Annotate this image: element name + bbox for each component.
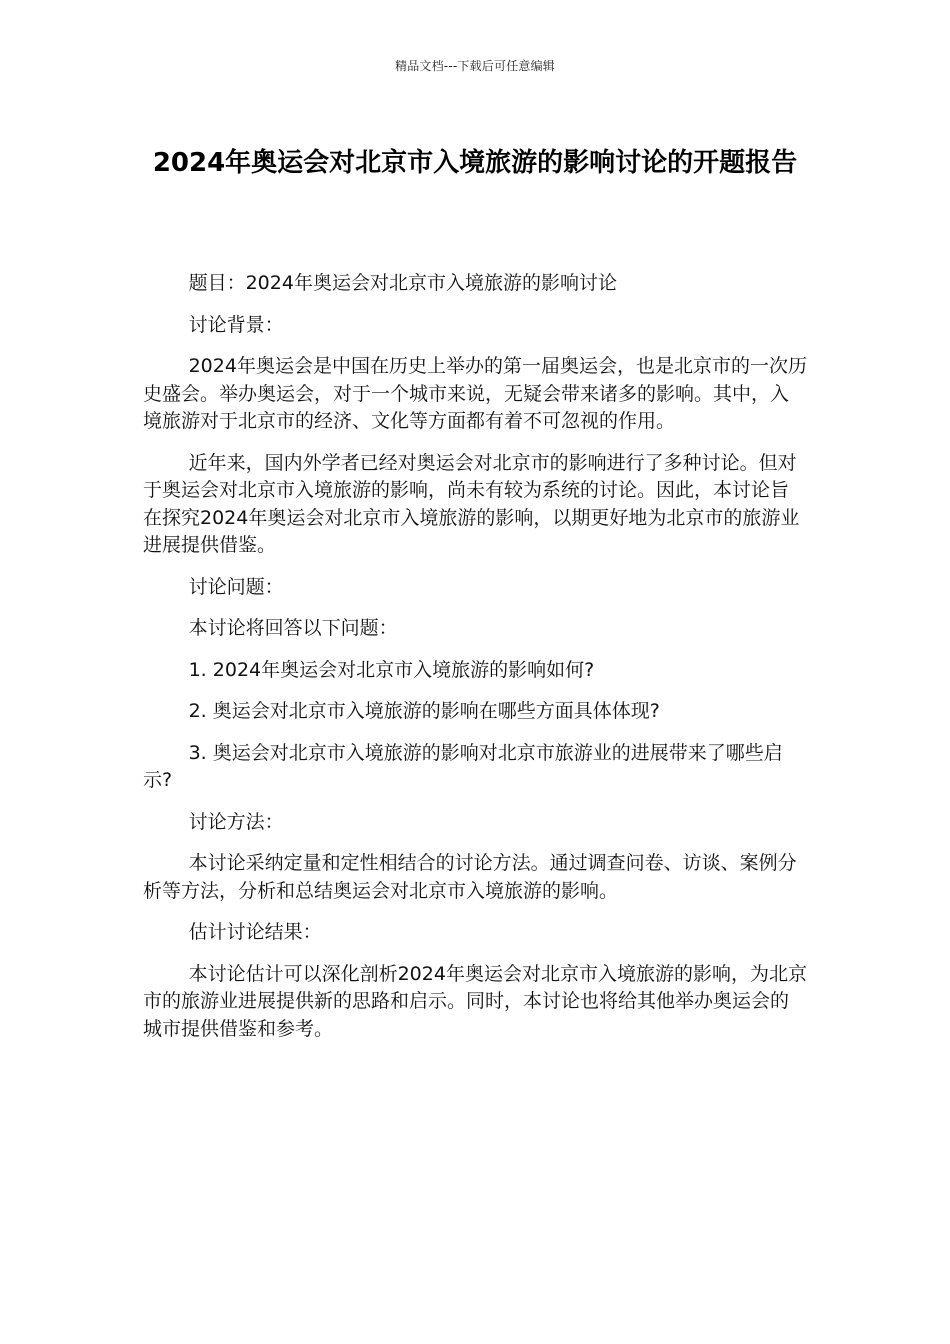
- topic-paragraph: 题目：2024年奥运会对北京市入境旅游的影响讨论: [188, 272, 617, 294]
- questions-heading: 讨论问题：: [188, 575, 284, 598]
- question-item-1: 1. 2024年奥运会对北京市入境旅游的影响如何?: [188, 658, 595, 681]
- background-heading: 讨论背景：: [188, 313, 284, 336]
- question-item-2: 2. 奥运会对北京市入境旅游的影响在哪些方面具体体现?: [188, 700, 660, 722]
- background-paragraph-2: 近年来，国内外学者已经对奥运会对北京市的影响进行了多种讨论。但对于奥运会对北京市入境旅游的影响，尚未有较为系统的讨论。因此，本讨论旨在探究2024年奥运会对北京市入境旅游的影响，以期更好地为北京市的旅游业进展提供借鉴。: [143, 451, 800, 556]
- document-body: [143, 270, 807, 1057]
- question-item-3: 3. 奥运会对北京市入境旅游的影响对北京市旅游业的进展带来了哪些启示?: [143, 741, 783, 791]
- results-paragraph: 本讨论估计可以深化剖析2024年奥运会对北京市入境旅游的影响，为北京市的旅游业进展提供新的思路和启示。同时，本讨论也将给其他举办奥运会的城市提供借鉴和参考。: [143, 962, 807, 1040]
- questions-intro: 本讨论将回答以下问题：: [188, 617, 398, 639]
- background-paragraph-1: 2024年奥运会是中国在历史上举办的第一届奥运会，也是北京市的一次历史盛会。举办奥运会，对于一个城市来说，无疑会带来诸多的影响。其中，入境旅游对于北京市的经济、文化等方面都有着不可忽视的作用。: [143, 355, 807, 432]
- header-note: 精品文档---下载后可任意编辑: [395, 59, 555, 73]
- method-paragraph: 本讨论采纳定量和定性相结合的讨论方法。通过调查问卷、访谈、案例分析等方法，分析和总结奥运会对北京市入境旅游的影响。: [143, 852, 797, 902]
- results-heading: 估计讨论结果：: [188, 921, 322, 943]
- method-heading: 讨论方法：: [188, 810, 284, 833]
- page-title: 2024年奥运会对北京市入境旅游的影响讨论的开题报告: [152, 148, 798, 178]
